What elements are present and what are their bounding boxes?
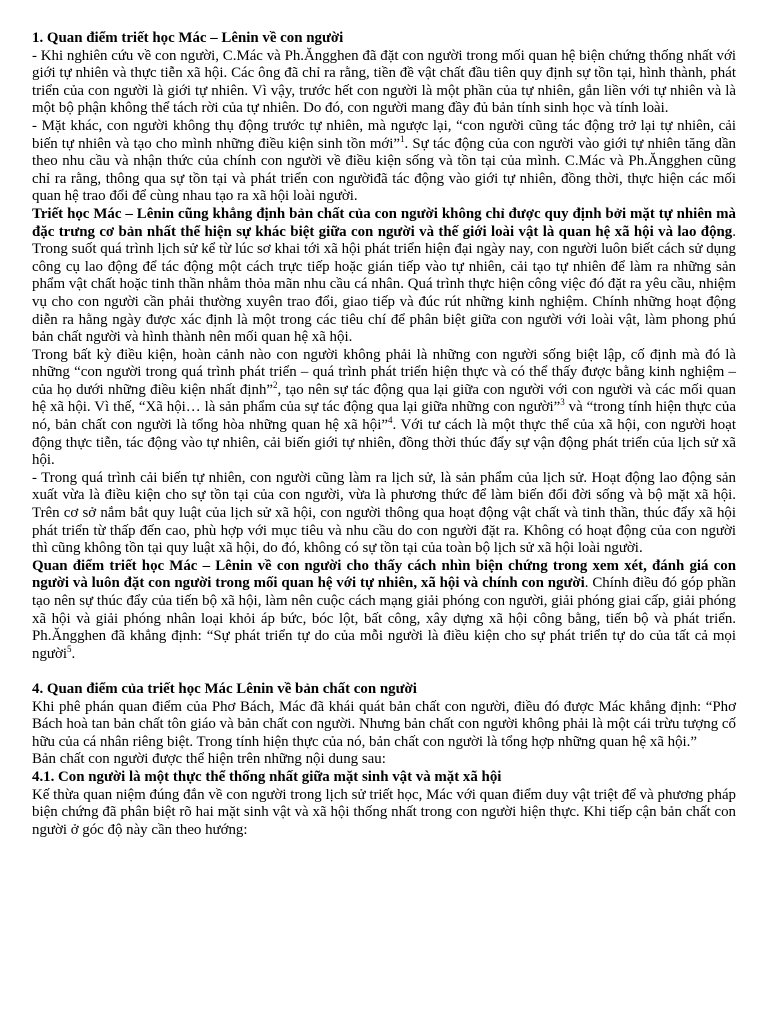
- section-1-paragraph-1: - Khi nghiên cứu về con người, C.Mác và Ph.Ăngghen đã đặt con người trong mối quan hệ biện chứng thống nhất với giới tự nhiên và thực tiễn xã hội. Các ông đã chỉ ra rằng, tiền đề vật chất đầu tiên quy định sự tồn tại, hình thành, phát triển của con người là giới tự nhiên. Vì vậy, trước hết con người là một phần của tự nhiên, gắn liền với tự nhiên và là một bộ phận không thể tách rời của tự nhiên. Do đó, con người mang đầy đủ bản tính sinh học và tính loài.: [32, 47, 736, 117]
- bold-statement: Triết học Mác – Lênin cũng khẳng định bản chất của con người không chỉ được quy định bởi mặt tự nhiên mà đặc trưng cơ bản nhất thể hiện sự khác biệt giữa con người và thế giới loài vật là quan hệ xã hội và lao động: [32, 205, 736, 240]
- paragraph-text: .: [71, 645, 76, 662]
- bold-statement: Quan điểm triết học Mác – Lênin về con người cho thấy cách nhìn biện chứng trong xem xét, đánh giá con người và luôn đặt con người trong mối quan hệ với tự nhiên, xã hội và chính con người: [32, 557, 736, 592]
- section-1-paragraph-4: [32, 347, 736, 470]
- section-1-paragraph-5: - Trong quá trình cải biến tự nhiên, con người cũng làm ra lịch sử, là sản phẩm của lịch sử. Hoạt động lao động sản xuất vừa là điều kiện cho sự tồn tại của con người, vừa là phương thức để làm biến đổi đời sống và bộ mặt xã hội. Trên cơ sở nắm bắt quy luật của lịch sử xã hội, con người thông qua hoạt động vật chất và tinh thần, thúc đẩy xã hội phát triển từ thấp đến cao, phù hợp với mục tiêu và nhu cầu do con người đặt ra. Không có hoạt động của con người thì cũng không tồn tại quy luật xã hội, do đó, không có sự tồn tại của toàn bộ lịch sử xã hội loài người.: [32, 469, 736, 557]
- footnote-ref-2: 2: [273, 379, 278, 390]
- paragraph-text: . Sự tác động của con người vào giới tự nhiên tăng dần theo nhu cầu và nhận thức của chính con người về điều kiện sống và tồn tại của mình. C.Mác và Ph.Ăngghen cũng chỉ ra rằng, thông qua sự tồn tại và phát triển con ngườiđã tác động vào giới tự nhiên, đồng thời, thực hiện các mối quan hệ trao đổi để cùng nhau tạo ra xã hội loài người.: [32, 135, 736, 205]
- section-4-1-subheading: 4.1. Con người là một thực thể thống nhất giữa mặt sinh vật và mặt xã hội: [32, 768, 502, 785]
- paragraph-text: - Mặt khác, con người không thụ động trước tự nhiên, mà ngược lại, “con người cũng tác động trở lại tự nhiên, cải biến tự nhiên và tạo cho mình những điều kiện sinh tồn mới”: [32, 117, 736, 152]
- paragraph-text: Trong bất kỳ điều kiện, hoàn cảnh nào con người không phải là những con người sống biệt lập, cố định mà đó là những “con người trong quá trình phát triển – quá trình phát triển hiện thực và có thể thấy được bằng kinh nghiệm – của họ dưới những điều kiện nhất định”: [32, 346, 736, 398]
- section-1-paragraph-2: [32, 118, 736, 206]
- footnote-ref-4: 4: [387, 415, 393, 426]
- footnote-ref-5: 5: [66, 643, 72, 654]
- paragraph-text: . Chính điều đó góp phần tạo nên sự thúc đẩy của tiến bộ xã hội, làm nên cuộc cách mạng giải phóng con người, giải phóng giai cấp, giải phóng xã hội và giải phóng nhân loại khỏi áp bức, bóc lột, bất công, xây dựng xã hội công bằng, tiến bộ và phát triển. Ph.Ăngghen đã khẳng định: “Sự phát triển tự do của mỗi người là điều kiện cho sự phát triển tự do của tất cả mọi người: [32, 575, 736, 662]
- section-4-paragraph-2: Bản chất con người được thể hiện trên những nội dung sau:: [32, 751, 386, 768]
- section-4-heading: 4. Quan điểm của triết học Mác Lênin về bản chất con người: [32, 680, 417, 697]
- paragraph-text: , tạo nên sự tác động qua lại giữa con người với con người và các mối quan hệ xã hội. Vì thế, “Xã hội… là sản phẩm của sự tác động qua lại giữa những con người”: [32, 381, 736, 416]
- footnote-ref-3: 3: [560, 397, 565, 408]
- footnote-ref-1: 1: [400, 133, 405, 144]
- section-4-paragraph-1: Khi phê phán quan điểm của Phơ Bách, Mác đã khái quát bản chất con người, điều đó được Mác khẳng định: “Phơ Bách hoà tan bản chất tôn giáo và bản chất con người. Nhưng bản chất con người không phải là một cái trừu tượng cố hữu của cá nhân riêng biệt. Trong tính hiện thực của nó, bản chất con người là tổng hợp những quan hệ xã hội.”: [32, 698, 736, 750]
- section-1-heading: 1. Quan điểm triết học Mác – Lênin về con người: [32, 30, 344, 46]
- section-1-paragraph-6: [32, 558, 736, 664]
- section-spacer: [32, 663, 736, 681]
- section-1-paragraph-3: [32, 206, 736, 347]
- paragraph-text: . Trong suốt quá trình lịch sử kể từ lúc sơ khai tới xã hội phát triển hiện đại ngày nay, con người luôn biết cách sử dụng công cụ lao động để tác động một cách trực tiếp hoặc gián tiếp vào tự nhiên, cải tạo tự nhiên để làm ra những sản phẩm vật chất hoặc tinh thần nhằm thỏa mãn nhu cầu cá nhân. Quá trình thực hiện công việc đó đặt ra yêu cầu, nhiệm vụ cho con người cần phải thường xuyên trao đổi, giao tiếp và đúc rút những kinh nghiệm. Chính những hoạt động diễn ra hằng ngày được xác định là một trong các tiêu chí để phân biệt giữa con người với loài vật, làm phong phú bản chất người và hình thành nên mối quan hệ xã hội.: [32, 223, 736, 346]
- paragraph-text: và “trong tính hiện thực của nó, bản chất con người là tổng hòa những quan hệ xã hội”: [32, 399, 736, 434]
- section-4-paragraph-3: Kế thừa quan niệm đúng đắn về con người trong lịch sử triết học, Mác với quan điểm duy vật triệt để và phương pháp biện chứng đã phân biệt rõ hai mặt sinh vật và xã hội thống nhất trong con người hiện thực. Khi tiếp cận bản chất con người ở góc độ này cần theo hướng:: [32, 786, 736, 838]
- paragraph-text: . Với tư cách là một thực thể của xã hội, con người hoạt động thực tiễn, tác động vào tự nhiên, cải biến giới tự nhiên, đồng thời thúc đẩy sự vận động phát triển của lịch sử xã hội.: [32, 417, 736, 469]
